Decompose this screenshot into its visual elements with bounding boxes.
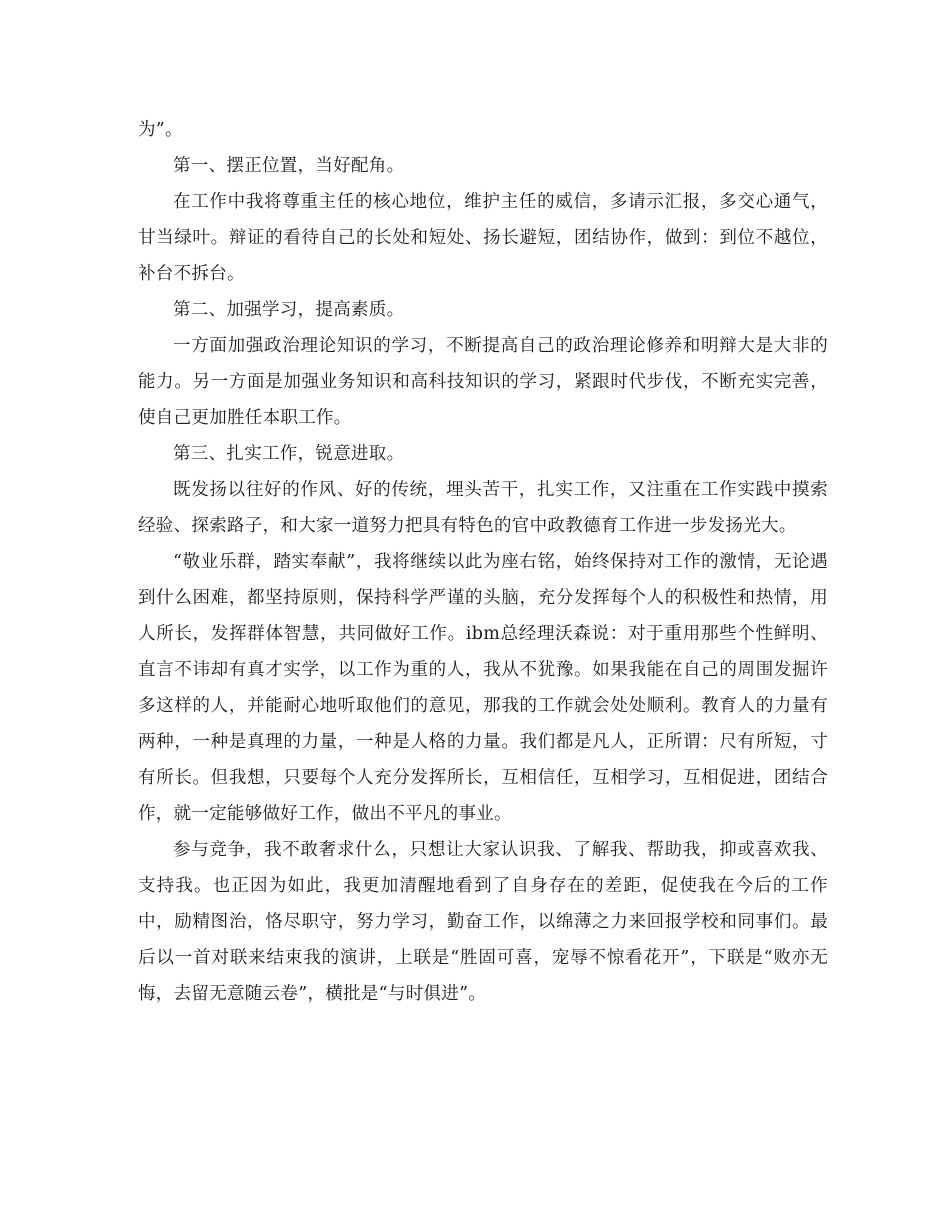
paragraph: 一方面加强政治理论知识的学习，不断提高自己的政治理论修养和明辩大是大非的能力。另一方面是加强业务知识和高科技知识的学习，紧跟时代步伐，不断充实完善，使自己更加胜任本职工作。: [138, 336, 828, 428]
document-body: [138, 112, 828, 1012]
section-heading-3: 第三、扎实工作，锐意进取。: [173, 444, 405, 464]
paragraph: 既发扬以往好的作风、好的传统，埋头苦干，扎实工作，又注重在工作实践中摸索经验、探索路子，和大家一道努力把具有特色的官中政教德育工作进一步发扬光大。: [138, 480, 828, 536]
section-heading-2: 第二、加强学习，提高素质。: [173, 300, 405, 320]
paragraph: 参与竞争，我不敢奢求什么，只想让大家认识我、了解我、帮助我，抑或喜欢我、支持我。也正因为如此，我更加清醒地看到了自身存在的差距，促使我在今后的工作中，励精图治，恪尽职守，努力学习，勤奋工作，以绵薄之力来回报学校和同事们。最后以一首对联来结束我的演讲，上联是“胜固可喜，宠辱不惊看花开”，下联是“败亦无悔，去留无意随云卷”，横批是“与时俱进”。: [138, 840, 828, 1004]
paragraph: 在工作中我将尊重主任的核心地位，维护主任的威信，多请示汇报，多交心通气，甘当绿叶。辩证的看待自己的长处和短处、扬长避短，团结协作，做到：到位不越位，补台不拆台。: [138, 192, 828, 284]
section-heading-1: 第一、摆正位置，当好配角。: [173, 156, 405, 176]
paragraph-continuation: 为”。: [138, 120, 183, 140]
paragraph: “敬业乐群，踏实奉献”，我将继续以此为座右铭，始终保持对工作的激情，无论遇到什么困难，都坚持原则，保持科学严谨的头脑，充分发挥每个人的积极性和热情，用人所长，发挥群体智慧，共同做好工作。ibm总经理沃森说：对于重用那些个性鲜明、直言不讳却有真才实学，以工作为重的人，我从不犹豫。如果我能在自己的周围发掘许多这样的人，并能耐心地听取他们的意见，那我的工作就会处处顺利。教育人的力量有两种，一种是真理的力量，一种是人格的力量。我们都是凡人，正所谓：尺有所短，寸有所长。但我想，只要每个人充分发挥所长，互相信任，互相学习，互相促进，团结合作，就一定能够做好工作，做出不平凡的事业。: [138, 552, 828, 824]
